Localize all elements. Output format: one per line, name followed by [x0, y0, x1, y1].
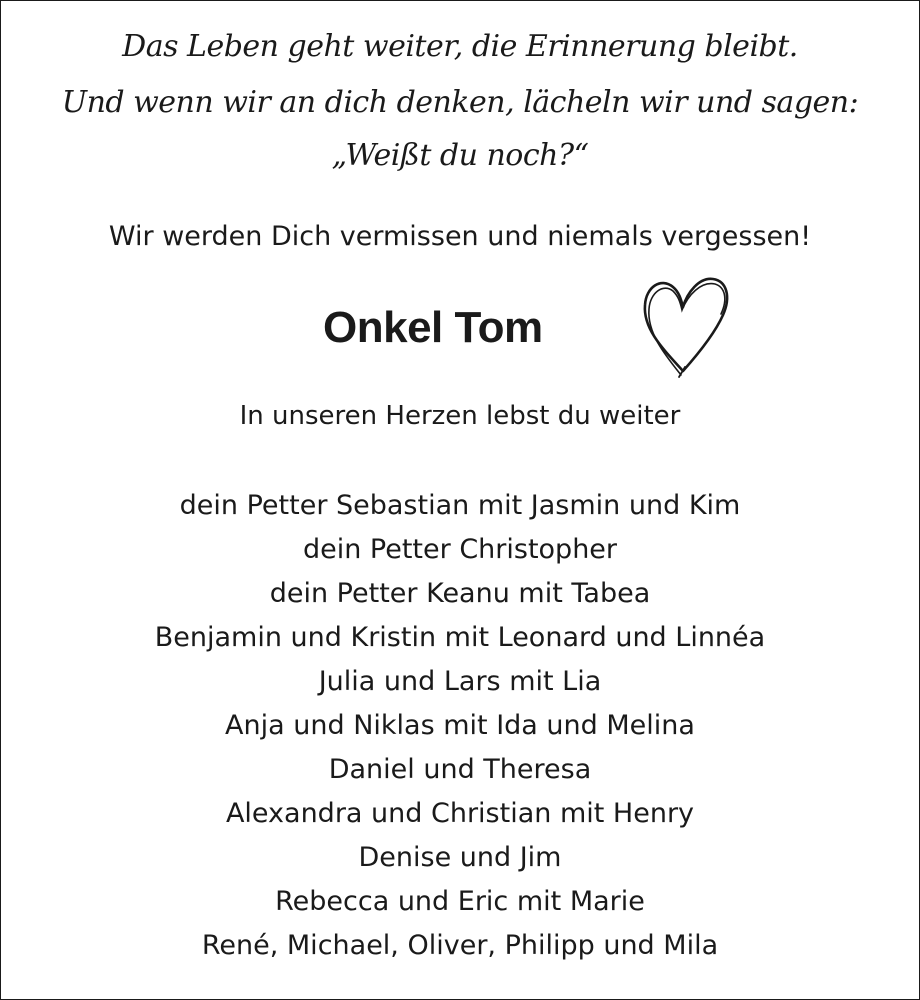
deceased-name: Onkel Tom — [323, 303, 543, 352]
signatory-line: René, Michael, Oliver, Philipp und Mila — [201, 930, 719, 961]
signatory-line: Julia und Lars mit Lia — [318, 666, 602, 697]
signatory-line: Rebecca und Eric mit Marie — [275, 886, 645, 917]
signatory-line: dein Petter Christopher — [302, 534, 618, 565]
signatory-line: Daniel und Theresa — [328, 754, 592, 785]
signatory-line: Alexandra und Christian mit Henry — [225, 798, 695, 829]
farewell-text: Wir werden Dich vermissen und niemals vergessen! — [108, 221, 812, 252]
quote-line-1: Das Leben geht weiter, die Erinnerung bleibt. — [122, 29, 798, 64]
name-row — [1, 263, 919, 383]
heart-icon — [633, 267, 733, 379]
signatory-line: Anja und Niklas mit Ida und Melina — [225, 710, 695, 741]
signatory-line: Denise und Jim — [358, 842, 562, 873]
signatory-line: dein Petter Keanu mit Tabea — [269, 578, 651, 609]
in-hearts-text: In unseren Herzen lebst du weiter — [239, 401, 681, 431]
signatory-line: Benjamin und Kristin mit Leonard und Linnéa — [154, 622, 766, 653]
signatory-line: dein Petter Sebastian mit Jasmin und Kim — [179, 490, 741, 521]
quote-line-2: Und wenn wir an dich denken, lächeln wir und sagen: — [61, 85, 859, 120]
quote-line-3: „Weißt du noch?“ — [331, 138, 589, 173]
